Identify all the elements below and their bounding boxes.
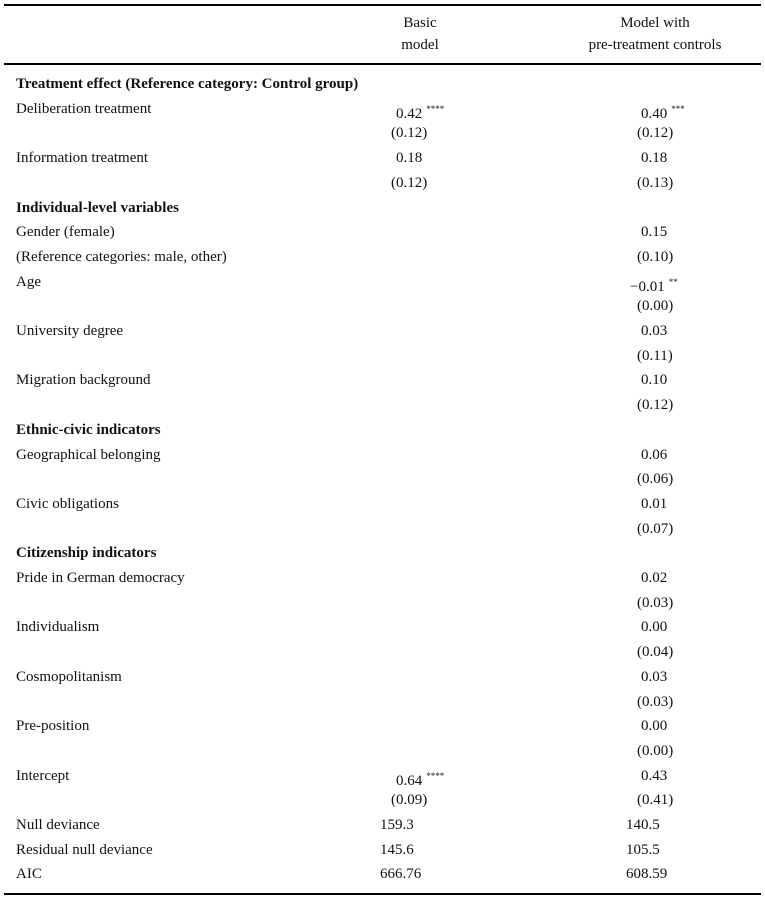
row-label: Deliberation treatment xyxy=(16,100,152,117)
table-row xyxy=(0,146,765,170)
controls-model-cell xyxy=(637,245,673,269)
header-basic-line2: model xyxy=(401,37,439,53)
basic-model-cell xyxy=(391,171,427,195)
section-header-row xyxy=(0,541,765,565)
controls-model-cell-value: (0.03) xyxy=(637,594,674,611)
controls-model-cell-value: (0.00) xyxy=(637,298,674,315)
controls-model-cell xyxy=(637,393,673,417)
table-row xyxy=(0,467,765,491)
row-label: Age xyxy=(16,273,41,290)
controls-model-cell-value: 0.00 xyxy=(641,619,668,636)
controls-model-cell xyxy=(626,838,660,862)
table-row xyxy=(0,121,765,145)
table-row xyxy=(0,566,765,590)
table-row xyxy=(0,714,765,738)
section-header-row xyxy=(0,72,765,96)
row-label: Migration background xyxy=(16,372,151,389)
row-label: University degree xyxy=(16,323,124,339)
basic-model-cell-value: 666.76 xyxy=(380,866,422,883)
row-label: Residual null deviance xyxy=(16,841,153,858)
controls-model-cell-value: 0.03 xyxy=(641,323,668,339)
table-row xyxy=(0,788,765,812)
controls-model-cell xyxy=(641,764,667,788)
controls-model-cell xyxy=(641,492,667,516)
controls-model-cell-value: (0.07) xyxy=(637,520,674,537)
section-header-row xyxy=(0,418,765,442)
row-label: AIC xyxy=(16,866,42,883)
controls-model-cell-value: (0.13) xyxy=(637,174,674,191)
table-row xyxy=(0,368,765,392)
significance-stars: ** xyxy=(668,276,678,287)
row-label: Cosmopolitanism xyxy=(16,668,122,685)
controls-model-cell-value: (0.41) xyxy=(637,792,674,809)
controls-model-cell xyxy=(637,690,673,714)
controls-model-cell-value: (0.03) xyxy=(637,693,674,710)
table-row xyxy=(0,245,765,269)
controls-model-cell xyxy=(641,319,667,343)
top-rule xyxy=(4,4,761,6)
table-row xyxy=(0,393,765,417)
row-label: Individualism xyxy=(16,619,100,636)
header-controls-line2: pre-treatment controls xyxy=(588,37,722,53)
section-label: Treatment effect (Reference category: Control group) xyxy=(16,76,359,92)
table-row xyxy=(0,97,765,121)
section-label: Individual-level variables xyxy=(16,199,179,216)
bottom-rule xyxy=(4,893,761,895)
table-row xyxy=(0,220,765,244)
controls-model-cell-value: 105.5 xyxy=(626,841,660,858)
significance-stars: **** xyxy=(426,770,445,781)
controls-model-cell-value: 0.18 xyxy=(641,150,668,167)
significance-stars: *** xyxy=(671,103,685,114)
controls-model-cell xyxy=(637,739,673,763)
row-label: Geographical belonging xyxy=(16,446,161,463)
header-controls-line1: Model with xyxy=(620,15,690,31)
table-row xyxy=(0,270,765,294)
table-row xyxy=(0,615,765,639)
controls-model-cell-value: 140.5 xyxy=(626,817,660,833)
controls-model-cell xyxy=(637,171,673,195)
controls-model-cell xyxy=(641,220,667,244)
table-row xyxy=(0,665,765,689)
row-label: Information treatment xyxy=(16,150,149,167)
table-row xyxy=(0,171,765,195)
table-row xyxy=(0,294,765,318)
header-rule xyxy=(4,63,761,65)
basic-model-cell-value: 159.3 xyxy=(380,817,414,833)
row-label: Pride in German democracy xyxy=(16,570,185,586)
controls-model-cell-value: 0.03 xyxy=(641,668,668,685)
table-row xyxy=(0,492,765,516)
basic-model-cell xyxy=(396,146,422,170)
basic-model-cell-value: 145.6 xyxy=(380,841,414,858)
section-label: Ethnic-civic indicators xyxy=(16,421,161,438)
table-row xyxy=(0,739,765,763)
controls-model-cell xyxy=(637,467,673,491)
basic-model-cell xyxy=(380,838,414,862)
controls-model-cell-value: (0.11) xyxy=(637,347,673,364)
row-label: Gender (female) xyxy=(16,224,115,241)
table-row xyxy=(0,640,765,664)
basic-model-cell xyxy=(380,862,421,886)
table-row xyxy=(0,764,765,788)
row-label: Pre-position xyxy=(16,718,90,735)
controls-model-cell xyxy=(641,443,667,467)
controls-model-cell xyxy=(641,665,667,689)
controls-model-cell xyxy=(626,862,667,886)
header-basic-model xyxy=(370,12,470,56)
controls-model-cell-value: 0.01 xyxy=(641,495,668,512)
controls-model-cell-value: −0.01 xyxy=(630,278,665,295)
controls-model-cell xyxy=(641,146,667,170)
row-label: Null deviance xyxy=(16,817,100,833)
row-label: Intercept xyxy=(16,767,70,784)
controls-model-cell-value: (0.06) xyxy=(637,471,674,488)
controls-model-cell xyxy=(637,788,673,812)
controls-model-cell xyxy=(637,294,673,318)
controls-model-cell xyxy=(637,640,673,664)
controls-model-cell-value: 0.06 xyxy=(641,446,668,463)
controls-model-cell xyxy=(641,714,667,738)
section-label: Citizenship indicators xyxy=(16,545,157,562)
section-header-row xyxy=(0,196,765,220)
basic-model-cell-value: 0.64 xyxy=(396,772,423,789)
controls-model-cell-value: (0.00) xyxy=(637,742,674,759)
controls-model-cell-value: 0.00 xyxy=(641,718,668,735)
basic-model-cell xyxy=(391,788,427,812)
controls-model-cell xyxy=(641,615,667,639)
table-row xyxy=(0,862,765,886)
basic-model-cell xyxy=(391,121,427,145)
table-row xyxy=(0,591,765,615)
significance-stars: **** xyxy=(426,103,445,114)
controls-model-cell-value: (0.12) xyxy=(637,397,674,414)
table-row xyxy=(0,344,765,368)
table-row xyxy=(0,443,765,467)
controls-model-cell xyxy=(626,813,660,837)
basic-model-cell xyxy=(380,813,414,837)
table-row xyxy=(0,319,765,343)
table-row xyxy=(0,690,765,714)
controls-model-cell xyxy=(637,344,673,368)
controls-model-cell-value: (0.10) xyxy=(637,248,674,265)
basic-model-cell-value: (0.12) xyxy=(391,125,428,142)
row-label: (Reference categories: male, other) xyxy=(16,248,227,265)
controls-model-cell-value: (0.12) xyxy=(637,125,674,142)
controls-model-cell xyxy=(641,368,667,392)
controls-model-cell-value: 0.02 xyxy=(641,570,668,586)
table-row xyxy=(0,838,765,862)
header-controls-model xyxy=(560,12,750,56)
basic-model-cell-value: 0.18 xyxy=(396,150,423,167)
controls-model-cell xyxy=(637,121,673,145)
row-label: Civic obligations xyxy=(16,495,119,512)
controls-model-cell-value: 608.59 xyxy=(626,866,668,883)
controls-model-cell xyxy=(641,566,667,590)
controls-model-cell-value: (0.04) xyxy=(637,644,674,661)
controls-model-cell xyxy=(637,591,673,615)
basic-model-cell-value: (0.12) xyxy=(391,174,428,191)
header-basic-line1: Basic xyxy=(403,15,437,31)
controls-model-cell-value: 0.43 xyxy=(641,767,668,784)
basic-model-cell-value: 0.42 xyxy=(396,105,423,122)
table-row xyxy=(0,517,765,541)
controls-model-cell-value: 0.40 xyxy=(641,105,668,122)
controls-model-cell-value: 0.10 xyxy=(641,372,668,389)
table-row xyxy=(0,813,765,837)
controls-model-cell xyxy=(637,517,673,541)
controls-model-cell-value: 0.15 xyxy=(641,224,668,241)
basic-model-cell-value: (0.09) xyxy=(391,792,428,809)
